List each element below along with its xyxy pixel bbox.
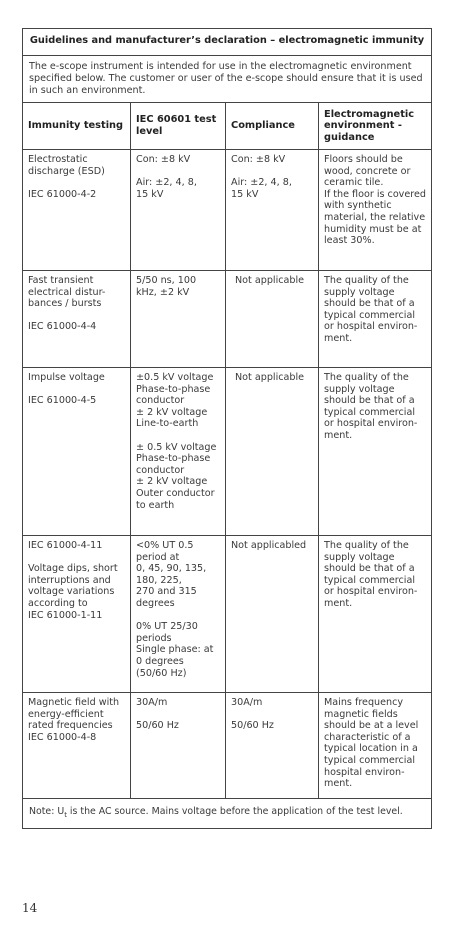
compliance-cell: Not applicabled <box>226 536 319 693</box>
table-title: Guidelines and manufacturer’s declaration – electromagnetic immunity <box>23 29 432 56</box>
immunity-cell: Impulse voltage IEC 61000-4-5 <box>23 368 131 536</box>
header-immunity-testing: Immunity testing <box>23 103 131 150</box>
table-row <box>23 693 432 799</box>
immunity-cell: Electrostatic discharge (ESD) IEC 61000-4-2 <box>23 150 131 271</box>
emc-immunity-table <box>22 28 432 829</box>
guidance-cell: Floors should be wood, concrete or ceramic tile. If the floor is covered with synthetic material, the relative humidity must be at least 30%. <box>319 150 432 271</box>
intro-row <box>23 56 432 103</box>
page-number: 14 <box>22 901 38 915</box>
guidance-cell: The quality of the supply voltage should be that of a typical commercial or hospital environ-ment. <box>319 271 432 368</box>
column-header-row <box>23 103 432 150</box>
level-cell: 5/50 ns, 100 kHz, ±2 kV <box>131 271 226 368</box>
compliance-cell: Con: ±8 kV Air: ±2, 4, 8, 15 kV <box>226 150 319 271</box>
note-row <box>23 799 432 829</box>
immunity-cell: Fast transient electrical distur- bances / bursts IEC 61000-4-4 <box>23 271 131 368</box>
guidance-cell: Mains frequency magnetic fields should be at a level characteristic of a typical location in a typical commercial hospital environ-ment. <box>319 693 432 799</box>
guidance-cell: The quality of the supply voltage should be that of a typical commercial or hospital environ-ment. <box>319 536 432 693</box>
level-cell: 30A/m 50/60 Hz <box>131 693 226 799</box>
level-cell: <0% UT 0.5 period at 0, 45, 90, 135, 180, 225, 270 and 315 degrees 0% UT 25/30 periods Single phase: at 0 degrees (50/60 Hz) <box>131 536 226 693</box>
table-row <box>23 150 432 271</box>
header-compliance: Compliance <box>226 103 319 150</box>
compliance-cell: Not applicable <box>226 368 319 536</box>
table-row <box>23 271 432 368</box>
compliance-cell: 30A/m 50/60 Hz <box>226 693 319 799</box>
guidance-cell: The quality of the supply voltage should be that of a typical commercial or hospital environ-ment. <box>319 368 432 536</box>
immunity-cell: Magnetic field with energy-efficient rated frequencies IEC 61000-4-8 <box>23 693 131 799</box>
intro-text: The e-scope instrument is intended for use in the electromagnetic environment specified below. The customer or user of the e-scope should ensure that it is used in such an environment. <box>23 56 432 103</box>
header-test-level: IEC 60601 test level <box>131 103 226 150</box>
title-row <box>23 29 432 56</box>
emc-immunity-document <box>22 28 431 829</box>
table-row <box>23 368 432 536</box>
header-guidance: Electromagnetic environment - guidance <box>319 103 432 150</box>
table-note: Note: $U_t$ is the AC source. Mains voltage before the application of the test level. <box>23 799 432 829</box>
immunity-cell: IEC 61000-4-11 Voltage dips, short interruptions and voltage variations according to IEC 61000-1-11 <box>23 536 131 693</box>
compliance-cell: Not applicable <box>226 271 319 368</box>
table-row <box>23 536 432 693</box>
level-cell: Con: ±8 kV Air: ±2, 4, 8, 15 kV <box>131 150 226 271</box>
level-cell: ±0.5 kV voltage Phase-to-phase conductor ± 2 kV voltage Line-to-earth ± 0.5 kV voltage Phase-to-phase conductor ± 2 kV voltage Outer conductor to earth <box>131 368 226 536</box>
